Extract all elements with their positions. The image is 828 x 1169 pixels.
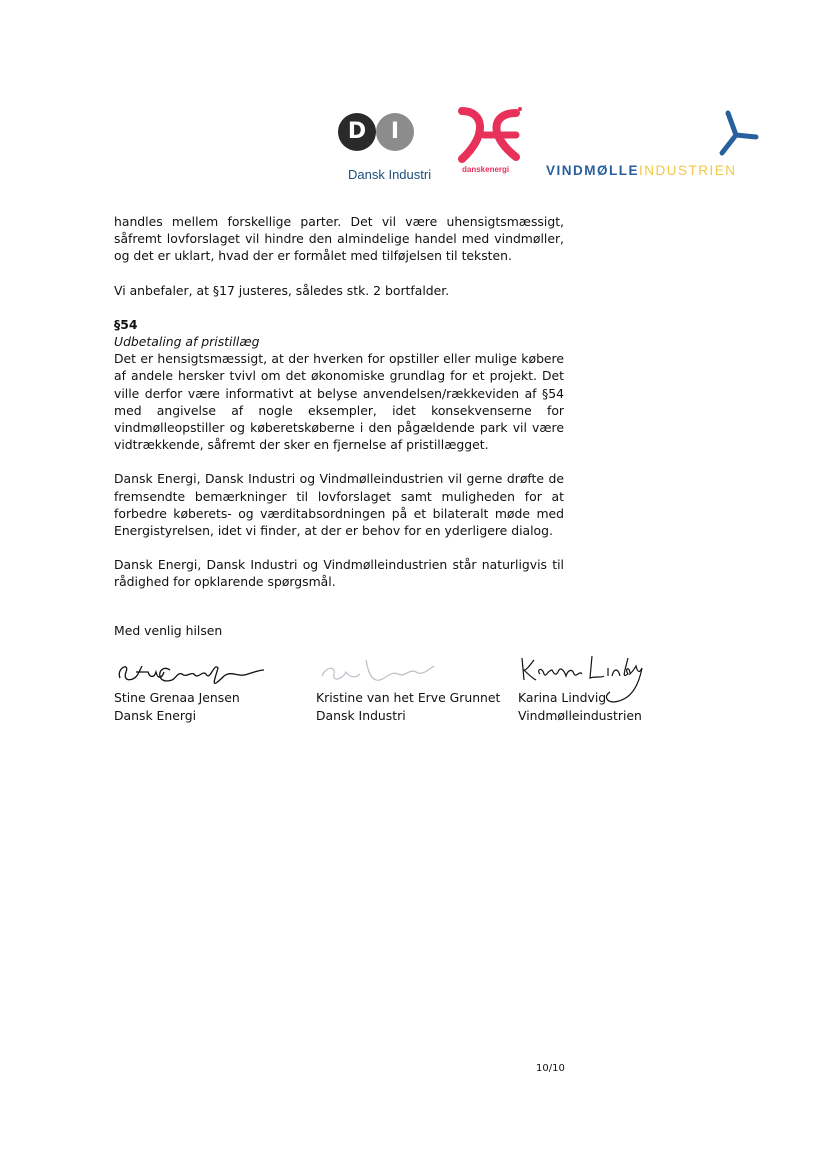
paragraph-3: Det er hensigtsmæssigt, at der hverken for opstiller eller mulige købere af andele hersker tvivl om det økonomiske grundlag for et projekt. Det ville derfor være informativt at belyse anvendelsen/rækkeviden af §54 med angivelse af nogle eksempler, idet konsekvenserne for vindmølleopstiller og køberetskøberne i den pågældende park vil være vidtrækkende, såfremt der sker en fjernelse af pristillægget. xyxy=(114,351,564,453)
signatory-2-name: Kristine van het Erve Grunnet xyxy=(316,690,501,705)
section-subheading: Udbetaling af pristillæg xyxy=(114,334,260,350)
paragraph-2: Vi anbefaler, at §17 justeres, således stk. 2 bortfalder. xyxy=(114,282,450,298)
paragraph-4: Dansk Energi, Dansk Industri og Vindmølleindustrien vil gerne drøfte de fremsendte bemærkninger til lovforslaget samt muligheden for at forbedre køberets- og værditabsordningen på et bilateralt møde med Energistyrelsen, idet vi finder, at der er behov for en yderligere dialog. xyxy=(114,471,564,539)
dansk-industri-logo xyxy=(336,113,440,183)
letter-body xyxy=(114,213,564,591)
di-circles xyxy=(338,113,418,153)
paragraph-5: Dansk Energi, Dansk Industri og Vindmølleindustrien står naturligvis til rådighed for opklarende spørgsmål. xyxy=(114,557,564,590)
signature-block xyxy=(114,652,674,732)
paragraph-1: handles mellem forskellige parter. Det vil være uhensigtsmæssigt, såfremt lovforslaget vil hindre den almindelige handel med vindmøller, og det er uklart, hvad der er formålet med tilføjelsen til teksten. xyxy=(114,214,564,264)
di-logo-name: Dansk Industri xyxy=(348,167,432,182)
di-letter-i: I xyxy=(376,113,414,151)
vindmolle-name-part2: INDUSTRIEN xyxy=(639,163,737,178)
danskenergi-mark-icon xyxy=(454,105,524,165)
danskenergi-logo xyxy=(454,105,524,185)
vindmolle-name-part1: VINDMØLLE xyxy=(546,163,639,178)
vindmolleindustrien-logo xyxy=(546,105,766,185)
wind-turbine-icon xyxy=(546,105,766,161)
signatory-2-org: Dansk Industri xyxy=(316,708,406,723)
section-heading: §54 xyxy=(114,316,138,332)
handwritten-signature-1 xyxy=(114,652,274,692)
vindmolleindustrien-logo-name xyxy=(546,163,737,178)
signatory-1-org: Dansk Energi xyxy=(114,708,197,723)
danskenergi-logo-name: danskenergi xyxy=(462,165,510,174)
page-number: 10/10 xyxy=(536,1063,565,1074)
closing-greeting: Med venlig hilsen xyxy=(114,623,223,638)
signatory-1-name: Stine Grenaa Jensen xyxy=(114,690,240,705)
signatory-3-name: Karina Lindvig xyxy=(518,690,607,705)
di-letter-d: D xyxy=(338,113,376,151)
handwritten-signature-2 xyxy=(316,652,456,692)
header-logos xyxy=(336,105,766,185)
signatory-3-org: Vindmølleindustrien xyxy=(518,708,642,723)
